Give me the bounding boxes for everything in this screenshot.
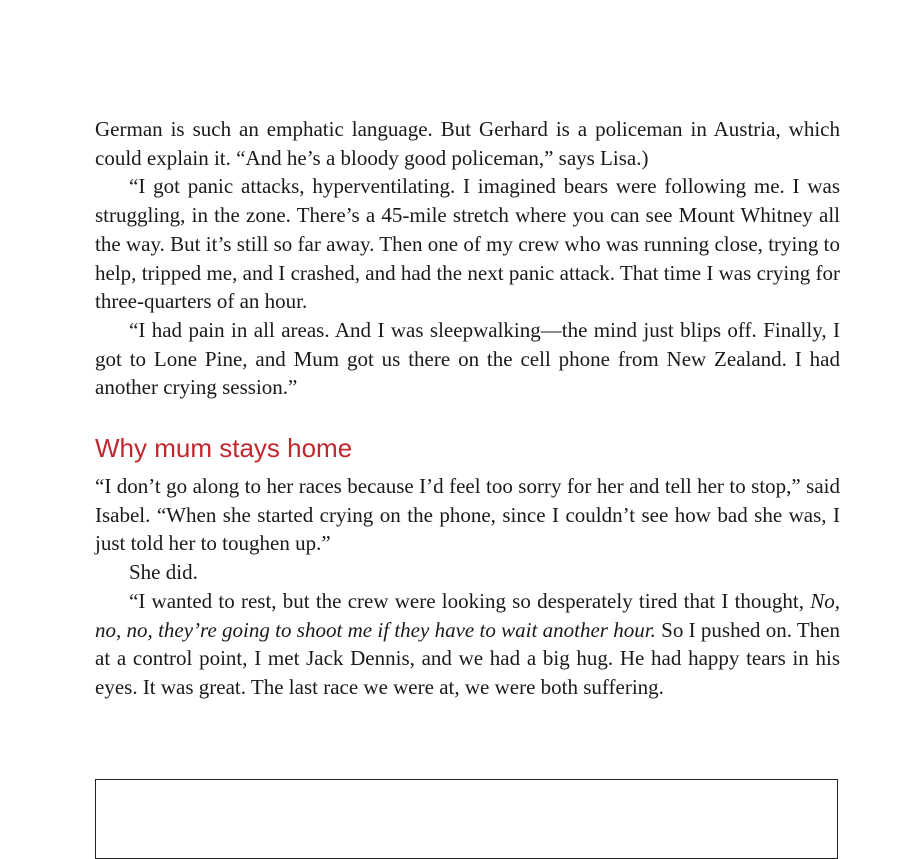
paragraph-lone-pine: “I had pain in all areas. And I was sleepwalking—the mind just blips off. Finally, I got to Lone Pine, and Mum got us there on the cell phone from New Zealand. I had another crying session.” [95,317,840,400]
section-heading: Why mum stays home [95,433,353,464]
crew-text-start: “I wanted to rest, but the crew were looking so desperately tired that I thought, [129,588,811,613]
paragraph-crew [95,587,840,702]
page-body [95,115,840,702]
bordered-box [95,779,838,859]
paragraph-isabel: “I don’t go along to her races because I’d feel too sorry for her and tell her to stop,” said Isabel. “When she started crying on the phone, since I couldn’t see how bad she was, I just told her to toughen up.” [95,474,840,556]
paragraph-she-did: She did. [129,560,198,585]
paragraph-panic-attacks: “I got panic attacks, hyperventilating. I imagined bears were following me. I was struggling, in the zone. There’s a 45-mile stretch where you can see Mount Whitney all the way. But it’s still so far away. Then one of my crew who was running close, trying to help, tripped me, and I crashed, and had the next panic attack. That time I was crying for three-quarters of an hour. [95,174,840,314]
crew-text-end: So I pushed on. Then at a control point, I met Jack Dennis, and we had a big hug. He had happy tears in his eyes. It was great. The last race we were at, we were both suffering. [95,617,840,699]
paragraph-gerhard: German is such an emphatic language. But Gerhard is a policeman in Austria, which could explain it. “And he’s a bloody good policeman,” says Lisa.) [95,117,840,170]
crew-text-italic: No, no, no, they’re going to shoot me if they have to wait another hour. [95,588,840,642]
